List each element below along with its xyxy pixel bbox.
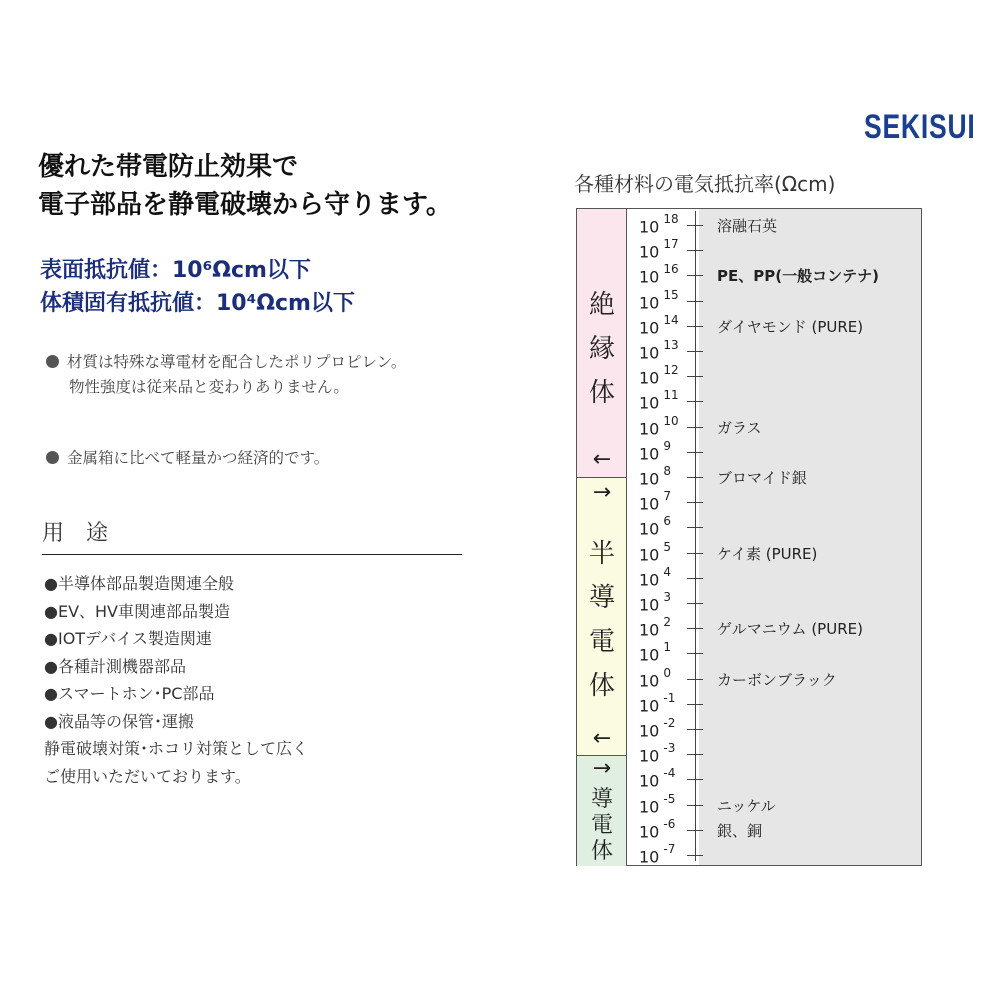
- scale-tick: [687, 855, 703, 856]
- volume-resistivity: 体積固有抵抗値：10⁴Ωcm以下: [40, 291, 355, 316]
- exponent-label: [639, 716, 676, 741]
- bullet-text: 材質は特殊な導電材を配合したポリプロピレン。: [67, 353, 407, 371]
- material-label: ダイヤモンド (PURE): [717, 317, 864, 336]
- exponent-power: -5: [663, 791, 676, 806]
- sekisui-logo: SEKISUI: [864, 108, 976, 146]
- scale-tick: [687, 704, 703, 705]
- arrow-right-icon: →: [592, 480, 612, 505]
- scale-tick: [687, 653, 703, 654]
- usage-list: [44, 570, 308, 790]
- exponent-power: -6: [663, 816, 676, 831]
- exponent-base: 10: [639, 771, 660, 791]
- exponent-label: [639, 438, 671, 464]
- exponent-power: 6: [663, 514, 671, 529]
- exponent-power: -1: [663, 690, 676, 705]
- scale-tick: [687, 376, 703, 377]
- exponent-power: -7: [663, 842, 676, 856]
- zone-label-char: 電: [590, 813, 613, 838]
- scale-tick: [687, 754, 703, 755]
- material-label: ブロマイド銀: [717, 469, 807, 487]
- scale-tick: [687, 427, 703, 428]
- usage-item: ● IOTデバイス製造関連: [44, 625, 308, 653]
- material-label: ガラス: [717, 418, 762, 437]
- scale-tick: [687, 275, 703, 276]
- material-label: 溶融石英: [717, 217, 778, 235]
- exponent-power: 10: [663, 413, 679, 428]
- scale-tick: [687, 301, 703, 302]
- feature-bullet-weight: [46, 446, 329, 471]
- scale-tick: [687, 477, 703, 478]
- exponent-power: 0: [663, 665, 671, 680]
- usage-item: ● EV、HV車関連部品製造: [44, 598, 308, 626]
- scale-tick: [687, 527, 703, 528]
- resistivity-chart: [576, 208, 922, 866]
- exponent-base: 10: [639, 796, 660, 816]
- material-panel: [699, 209, 921, 865]
- bullet-text-cont: 物性強度は従来品と変わりありません。: [69, 378, 349, 396]
- exponent-label: [639, 262, 679, 287]
- zone-label-char: 導: [588, 583, 615, 613]
- exponent-power: 9: [663, 438, 671, 453]
- exponent-power: 5: [663, 539, 671, 554]
- scale-tick: [687, 830, 703, 831]
- exponent-label: [639, 539, 671, 564]
- zone-label-char: 縁: [588, 334, 615, 364]
- material-label: 銀、銅: [717, 821, 763, 840]
- exponent-power: 17: [663, 237, 679, 252]
- zone-label-char: 導: [590, 787, 613, 812]
- exponent-label: [639, 791, 676, 816]
- arrow-left-icon: ←: [592, 726, 612, 751]
- usage-note-line-1: 静電破壊対策･ホコリ対策として広く: [44, 739, 309, 758]
- exponent-label: [639, 237, 679, 262]
- exponent-label: [639, 590, 671, 615]
- exponent-label: [639, 640, 671, 665]
- zone-label-char: 体: [590, 839, 613, 864]
- exponent-label: [639, 766, 676, 791]
- arrow-left-icon: ←: [592, 447, 612, 472]
- exponent-base: 10: [639, 318, 660, 338]
- bullet-text: 金属箱に比べて軽量かつ経済的です。: [67, 449, 330, 467]
- exponent-power: -3: [663, 741, 676, 756]
- exponent-power: 14: [663, 312, 679, 327]
- exponent-label: [639, 816, 676, 842]
- exponent-base: 10: [639, 494, 660, 514]
- headline: [38, 148, 452, 224]
- material-label: ニッケル: [717, 796, 776, 815]
- headline-line-2: 電子部品を静電破壊から守ります。: [38, 190, 452, 220]
- exponent-label: [639, 615, 671, 640]
- exponent-base: 10: [639, 292, 660, 312]
- exponent-label: [639, 363, 679, 388]
- scale-tick: [687, 779, 703, 780]
- zone-label-char: 体: [588, 378, 615, 408]
- exponent-label: [639, 514, 671, 539]
- scale-tick: [687, 452, 703, 453]
- exponent-base: 10: [639, 822, 660, 842]
- exponent-base: 10: [639, 570, 660, 590]
- usage-item: ● 各種計測機器部品: [44, 653, 308, 681]
- exponent-label: [639, 464, 671, 489]
- material-label: ケイ素 (PURE): [717, 544, 818, 563]
- exponent-base: 10: [639, 696, 660, 716]
- exponent-label: [639, 388, 679, 413]
- exponent-power: 15: [663, 287, 679, 302]
- exponent-base: 10: [639, 620, 660, 640]
- exponent-power: 1: [663, 640, 671, 655]
- usage-divider: [42, 554, 462, 555]
- exponent-base: 10: [639, 368, 660, 388]
- exponent-label: [639, 665, 671, 690]
- exponent-label: [639, 690, 676, 716]
- scale-axis-line: [695, 211, 696, 861]
- exponent-base: 10: [639, 343, 660, 363]
- exponent-base: 10: [639, 544, 660, 564]
- material-label: カーボンブラック: [717, 670, 837, 689]
- scale-tick: [687, 805, 703, 806]
- exponent-label: [639, 741, 676, 766]
- zone-label-char: 半: [588, 539, 615, 569]
- exponent-base: 10: [639, 595, 660, 615]
- exponent-power: 11: [663, 388, 679, 403]
- zone-label-char: 電: [588, 627, 615, 657]
- usage-item: ● 半導体部品製造関連全般: [44, 570, 308, 598]
- scale-tick: [687, 578, 703, 579]
- exponent-base: 10: [639, 393, 660, 413]
- exponent-label: [639, 564, 671, 590]
- exponent-base: 10: [639, 847, 660, 867]
- usage-item: ● スマートホン･PC部品: [44, 680, 308, 708]
- scale-tick: [687, 628, 703, 629]
- exponent-power: 12: [663, 363, 679, 378]
- zone-semiconductor: [577, 477, 627, 755]
- scale-tick: [687, 553, 703, 554]
- scale-tick: [687, 502, 703, 503]
- exponent-base: 10: [639, 645, 660, 665]
- scale-tick: [687, 603, 703, 604]
- material-label: ゲルマニウム (PURE): [717, 620, 863, 639]
- scale-tick: [687, 729, 703, 730]
- exponent-label: [639, 842, 676, 867]
- exponent-power: 13: [663, 338, 679, 352]
- exponent-base: 10: [639, 721, 660, 741]
- exponent-base: 10: [639, 469, 660, 489]
- usage-note-line-2: ご使用いただいております。: [44, 766, 251, 786]
- exponent-power: 2: [663, 615, 671, 630]
- scale-tick: [687, 401, 703, 402]
- usage-item: ● 液晶等の保管･運搬: [44, 708, 308, 736]
- scale-tick: [687, 250, 703, 251]
- usage-heading: 用途: [42, 521, 131, 546]
- exponent-base: 10: [639, 418, 660, 438]
- exponent-power: 8: [663, 464, 671, 478]
- exponent-power: -4: [663, 766, 676, 781]
- exponent-label: [639, 338, 679, 363]
- exponent-base: 10: [639, 519, 660, 539]
- zone-label-char: 体: [588, 671, 615, 701]
- headline-line-1: 優れた帯電防止効果で: [38, 152, 299, 182]
- zone-conductor: [577, 755, 627, 866]
- exponent-label: [639, 287, 679, 312]
- exponent-label: [639, 212, 679, 237]
- exponent-power: 18: [663, 212, 679, 226]
- surface-resistance: 表面抵抗値：10⁶Ωcm以下: [40, 258, 311, 283]
- feature-bullet-material: [46, 350, 406, 400]
- exponent-label: [639, 413, 679, 438]
- exponent-base: 10: [639, 670, 660, 690]
- chart-title: 各種材料の電気抵抗率(Ωcm): [574, 172, 836, 196]
- zone-insulator: [577, 209, 627, 477]
- scale-tick: [687, 351, 703, 352]
- exponent-base: 10: [639, 242, 660, 262]
- scale-tick: [687, 326, 703, 327]
- exponent-label: [639, 489, 671, 514]
- zone-label-char: 絶: [588, 290, 615, 320]
- bullet-dot-icon: [46, 355, 59, 368]
- exponent-base: 10: [639, 217, 660, 237]
- exponent-power: 16: [663, 262, 679, 277]
- exponent-base: 10: [639, 746, 660, 766]
- scale-tick: [687, 679, 703, 680]
- resistance-spec: [40, 254, 355, 320]
- bullet-dot-icon: [46, 451, 59, 464]
- exponent-base: 10: [639, 444, 660, 464]
- exponent-power: 4: [663, 564, 671, 579]
- exponent-power: 3: [663, 590, 671, 604]
- arrow-right-icon: →: [592, 756, 612, 781]
- exponent-base: 10: [639, 267, 660, 287]
- scale-tick: [687, 225, 703, 226]
- exponent-power: 7: [663, 489, 671, 504]
- exponent-power: -2: [663, 716, 676, 730]
- material-label: PE、PP(一般コンテナ): [717, 267, 879, 286]
- exponent-label: [639, 312, 679, 338]
